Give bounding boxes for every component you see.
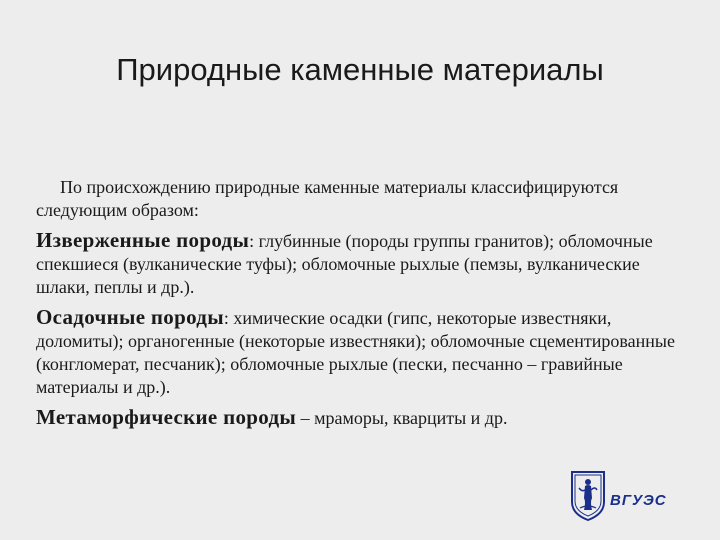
term-igneous: Изверженные породы — [36, 228, 250, 252]
paragraph-metamorphic — [36, 406, 686, 430]
university-logo — [568, 468, 668, 522]
university-emblem-icon — [568, 468, 608, 522]
slide-title: Природные каменные материалы — [116, 52, 604, 87]
logo-text: ВГУЭС — [610, 492, 667, 509]
paragraph-igneous — [36, 229, 686, 299]
slide-body — [36, 176, 686, 437]
term-sedimentary: Осадочные породы — [36, 305, 224, 329]
text-metamorphic: – мраморы, кварциты и др. — [296, 408, 508, 428]
text-igneous: : глубинные (породы группы гранитов); обломочные спекшиеся (вулканические туфы); обломочные рыхлые (пемзы, вулканические шлаки, пеплы и др.). — [36, 231, 653, 297]
text-sedimentary: : химические осадки (гипс, некоторые известняки, доломиты); органогенные (некоторые известняки); обломочные сцементированные (конгломерат, песчаник); обломочные рыхлые (пески, песчанно – гравийные материалы и др.). — [36, 308, 675, 397]
term-metamorphic: Метаморфические породы — [36, 405, 297, 429]
paragraph-sedimentary — [36, 306, 686, 399]
intro-paragraph: По происхождению природные каменные материалы классифицируются следующим образом: — [36, 177, 619, 220]
